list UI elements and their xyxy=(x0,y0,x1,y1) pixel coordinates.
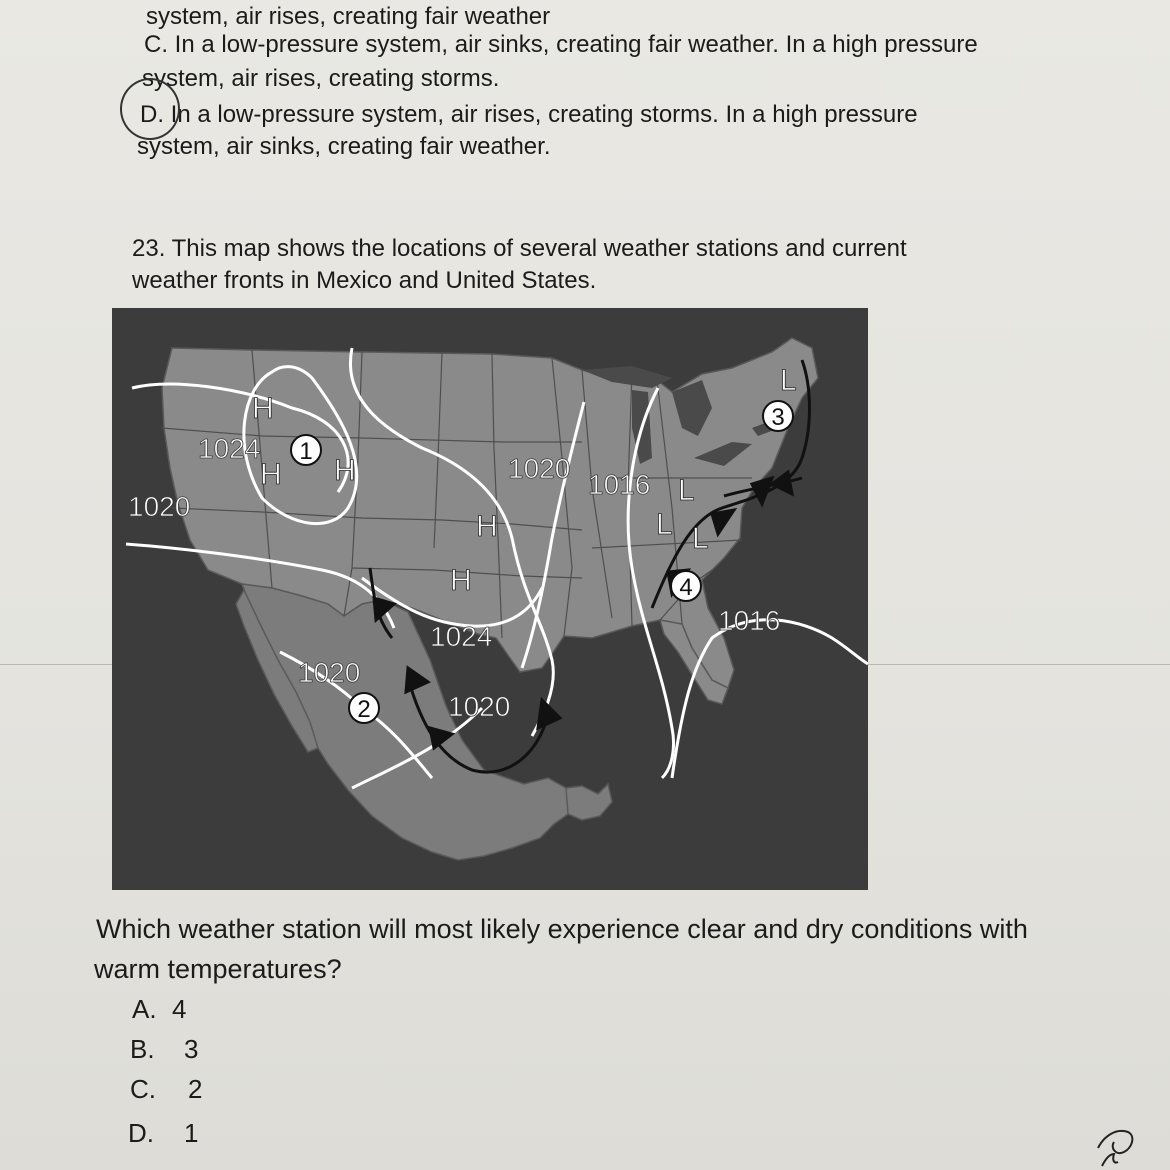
low-pressure-l-2: L xyxy=(678,474,695,507)
answer-option-c-letter: C. xyxy=(130,1074,156,1104)
question-23-line1: 23. This map shows the locations of several weather stations and current xyxy=(132,235,907,262)
high-pressure-h-5: H xyxy=(450,564,472,597)
prev-option-b-tail: system, air rises, creating fair weather xyxy=(146,3,551,30)
low-pressure-l-3: L xyxy=(656,508,673,541)
answer-option-a-value: 4 xyxy=(172,994,187,1024)
answer-option-a-letter: A. xyxy=(132,994,157,1024)
answer-option-d-value: 1 xyxy=(184,1118,199,1148)
answer-option-d-letter: D. xyxy=(128,1118,154,1148)
high-pressure-h-3: H xyxy=(334,454,356,487)
answer-option-b-letter: B. xyxy=(130,1034,155,1064)
station-1-label: 1 xyxy=(299,438,313,465)
prev-option-d-line2: system, air sinks, creating fair weather. xyxy=(137,133,551,160)
isobar-label-1020-west: 1020 xyxy=(128,491,191,522)
high-pressure-h-2: H xyxy=(260,458,282,491)
weather-map-svg xyxy=(112,308,868,890)
pencil-doodle xyxy=(1092,1118,1140,1170)
isobar-label-1020-central: 1020 xyxy=(508,453,571,484)
answer-option-b[interactable] xyxy=(130,1034,198,1064)
isobar-label-1024-south: 1024 xyxy=(430,621,493,652)
answer-option-c-value: 2 xyxy=(188,1074,203,1104)
answer-option-b-value: 3 xyxy=(184,1034,199,1064)
isobar-label-1024-west: 1024 xyxy=(198,433,261,464)
station-4-label: 4 xyxy=(679,574,693,601)
low-pressure-l-1: L xyxy=(780,364,797,397)
high-pressure-h-1: H xyxy=(252,392,274,425)
high-pressure-h-4: H xyxy=(476,510,498,543)
question-line1: Which weather station will most likely experience clear and dry conditions with xyxy=(96,914,1028,944)
isobar-label-1016-east: 1016 xyxy=(718,605,781,636)
question-line2: warm temperatures? xyxy=(94,954,342,984)
handwritten-answer-circle xyxy=(120,78,180,140)
weather-map xyxy=(112,308,868,890)
answer-option-c[interactable] xyxy=(130,1074,202,1104)
answer-option-a[interactable] xyxy=(132,994,186,1024)
station-2-label: 2 xyxy=(357,696,371,723)
isobar-label-1020-mexico: 1020 xyxy=(298,657,361,688)
station-3-label: 3 xyxy=(771,404,785,431)
prev-option-c-line2: system, air rises, creating storms. xyxy=(142,65,500,92)
answer-option-d[interactable] xyxy=(128,1118,198,1148)
isobar-label-1020-gulf: 1020 xyxy=(448,691,511,722)
low-pressure-l-4: L xyxy=(692,522,709,555)
question-23-line2: weather fronts in Mexico and United States. xyxy=(132,267,597,294)
prev-option-c-line1: C. In a low-pressure system, air sinks, creating fair weather. In a high pressure xyxy=(144,31,978,58)
prev-option-d-line1: D. In a low-pressure system, air rises, creating storms. In a high pressure xyxy=(140,101,918,128)
isobar-label-1016-central: 1016 xyxy=(588,469,651,500)
